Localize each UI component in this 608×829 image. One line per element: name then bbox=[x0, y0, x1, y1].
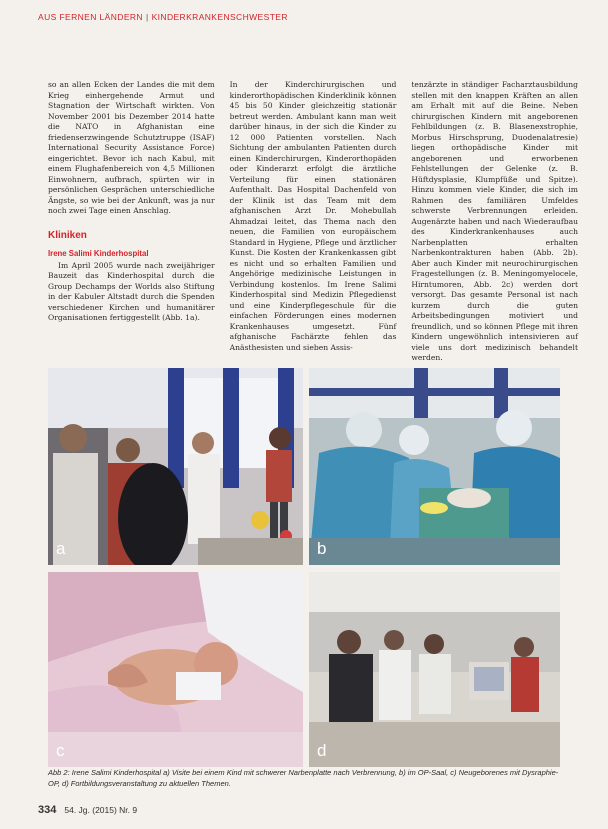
article-columns bbox=[48, 80, 578, 364]
photo-ward-round bbox=[48, 368, 303, 565]
issue-info: 54. Jg. (2015) Nr. 9 bbox=[64, 805, 138, 815]
photo-b-image bbox=[309, 368, 560, 565]
photo-label-b: b bbox=[317, 539, 327, 558]
figure-caption: Abb 2: Irene Salimi Kinderhospital a) Visite bei einem Kind mit schwerer Narbenplatte nach Verbrennung, b) im OP-Saal, c) Neugeborenes mit Dysraphie-OP, d) Fortbildungsveranstaltung zu aktuellen Themen. bbox=[48, 768, 559, 788]
section-heading-kliniken: Kliniken bbox=[48, 229, 87, 241]
page-number: 334 bbox=[38, 804, 57, 816]
subheading-hospital: Irene Salimi Kinderhospital bbox=[48, 249, 149, 258]
header-section: AUS FERNEN LÄNDERN bbox=[38, 12, 143, 22]
column-2 bbox=[230, 80, 397, 364]
intro-paragraph: so an allen Ecken der Landes die mit dem Krieg einhergehende Armut und Stagnation der Wirtschaft wirkten. Von November 2001 bis Dezember 2014 hatte die NATO in Afghanistan eine friedenserzwingende Schutztruppe (ISAF) International Security Assistance Force) eingerichtet. Bevor ich nach Kabul, mit einem Flughafenbereich von 4,5 Millionen Einwohnern, aufbrach, spürten wir in persönlichen Gesprächen unterschiedliche Ängste, so wie bei der Ankunft, was ja nur noch zwei Tage einen Anschlag. bbox=[48, 80, 215, 215]
photo-c-image bbox=[48, 572, 303, 767]
column-2-paragraph: In der Kinderchirurgischen und kinderorthopädischen Kinderklinik können 45 bis 50 Kinder gleichzeitig stationär betreut werden. Ambulant kann man weit darüber hinaus, in der sich die Kinder zu 12 000 Patienten vorstellen. Nach Sichtung der ambulanten Patienten durch einen Kinderchirurgen, Kinderorthopäden oder Kinderarzt erfolgt die ärztliche Verteilung für einen stationären Aufenthalt. Das Hospital Dachenfeld von der Klinik ist das Team mit dem afghanischen Arzt Dr. Mohebullah Ahmadzai leitet, das Thema nach den neuen, die Familien von europäischem Standard in Hygiene, Pflege und ärztlicher Kunst. Die Kosten der Krankenkassen gibt es nicht und so erhalten Familien und Angehörige medizinische Leistungen in Verbindung kostenlos. Im Irene Salimi Kinderhospital sind Medizin Pflegedienst und eine Kinderpflegeschule für die einfachen Förderungen eines modernen Krankenhauses umgesetzt. Fünf afghanische Fachärzte fehlen das Anästhesisten und sieben Assis- bbox=[229, 80, 397, 352]
photo-label-d: d bbox=[317, 741, 327, 760]
photo-newborn bbox=[48, 572, 303, 767]
photo-label-a: a bbox=[56, 539, 66, 558]
photo-label-c: c bbox=[56, 741, 65, 760]
running-header bbox=[38, 12, 578, 22]
photo-a-image bbox=[48, 368, 303, 565]
page-footer bbox=[38, 804, 137, 816]
photo-operating-room bbox=[309, 368, 560, 565]
header-separator: | bbox=[145, 12, 149, 22]
column-3-paragraph: tenzärzte in ständiger Facharztausbildung stellen mit den knappen Kräften an allen am Erhalt mit auf die Beine. Neben chirurgischen Kindern mit angeborenen Fehlbildungen (z. B. Blasenexstrophie, Morbus Hirschsprung, Duodenalatresie) liegen orthopädische Kinder mit angeborenen und erworbenen Fehlstellungen der Gelenke (z. B. Hüftdysplasie, Klumpfüße und Spitze). Hinzu kommen viele Kinder, die sich im Rahmen des familiären Umfeldes schwerste Verbrennungen erleiden. Augenärzte haben und nach Wiederaufbau des Kinderkrankenhauses auch Narbenplatten erhalten Narbenkontrakturen haben (Abb. 2b). Aber auch Kinder mit neurochirurgischen Fragestellungen (z. B. Meningomyelocele, Hirntumoren, Abb. 2c) werden dort versorgt. Das gesamte Personal ist nach kurzem durch die guten Arbeitsbedingungen motiviert und freundlich, und so können Pflege mit ihren Kindern ungewöhnlich intensivieren auf viele uns dort medizinisch behandelt werden. bbox=[411, 80, 579, 362]
header-subsection: KINDERKRANKENSCHWESTER bbox=[151, 12, 288, 22]
photo-training-session bbox=[309, 572, 560, 767]
column-1 bbox=[48, 80, 215, 364]
photo-d-image bbox=[309, 572, 560, 767]
hospital-paragraph: Im April 2005 wurde nach zweijähriger Bauzeit das Kinderhospital durch die Group Dechamps der Worlds also Stiftung in der Kabuler Altstadt durch die Spenden verschiedener Kirchen und humanitärer Organisationen fertiggestellt (Abb. 1a). bbox=[48, 260, 215, 322]
column-3 bbox=[411, 80, 578, 364]
